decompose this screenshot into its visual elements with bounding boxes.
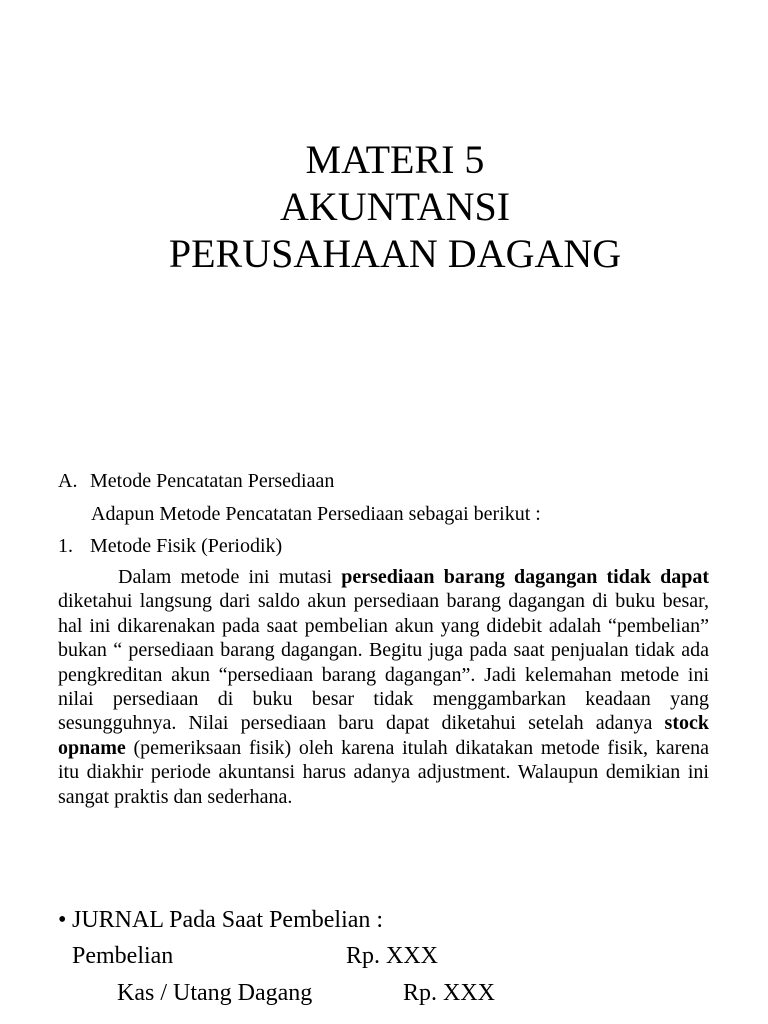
paragraph-text-2: diketahui langsung dari saldo akun persediaan barang dagangan di buku besar, hal ini dikarenakan pada saat pembelian akun yang didebit adalah “pembelian” bukan “ persediaan barang dagangan. Begitu juga pada saat penjualan tidak ada pengkreditan akun “persediaan barang dagangan”. Jadi kelemahan metode ini nilai persediaan di buku besar tidak menggambarkan keadaan yang sesungguhnya. Nilai persediaan baru dapat diketahui setelah adanya — [58, 590, 709, 735]
jurnal-heading-text: JURNAL Pada Saat Pembelian : — [72, 907, 384, 933]
title-line-3: PERUSAHAAN DAGANG — [168, 231, 622, 276]
paragraph-bold-2: stock opname — [58, 712, 709, 759]
item-1-marker: 1. — [58, 535, 73, 557]
section-a-heading-text: Metode Pencatatan Persediaan — [90, 470, 335, 492]
jurnal-credit-amount: Rp. XXX — [403, 980, 496, 1006]
paragraph-text-3: (pemeriksaan fisik) oleh karena itulah dikatakan metode fisik, karena itu diakhir periode akuntansi harus adanya adjustment. Walaupun demikian ini sangat praktis dan sederhana. — [58, 736, 709, 808]
title-line-2: AKUNTANSI — [279, 184, 511, 229]
page-title — [0, 136, 768, 277]
jurnal-debit-account: Pembelian — [72, 943, 174, 969]
section-a-marker: A. — [58, 470, 78, 492]
title-line-1: MATERI 5 — [305, 137, 485, 182]
bullet-icon: • — [58, 907, 67, 933]
paragraph-text-1: Dalam metode ini mutasi — [118, 566, 342, 588]
section-a-intro: Adapun Metode Pencatatan Persediaan sebagai berikut : — [91, 503, 541, 525]
body-paragraph — [58, 565, 709, 809]
section-a-heading — [58, 469, 334, 493]
item-1-heading — [58, 534, 282, 558]
jurnal-credit-account: Kas / Utang Dagang — [117, 980, 313, 1006]
item-1-heading-text: Metode Fisik (Periodik) — [90, 535, 283, 557]
paragraph-bold-1: persediaan barang dagangan tidak dapat — [341, 566, 710, 588]
jurnal-debit-amount: Rp. XXX — [346, 943, 439, 969]
jurnal-heading — [58, 905, 383, 935]
